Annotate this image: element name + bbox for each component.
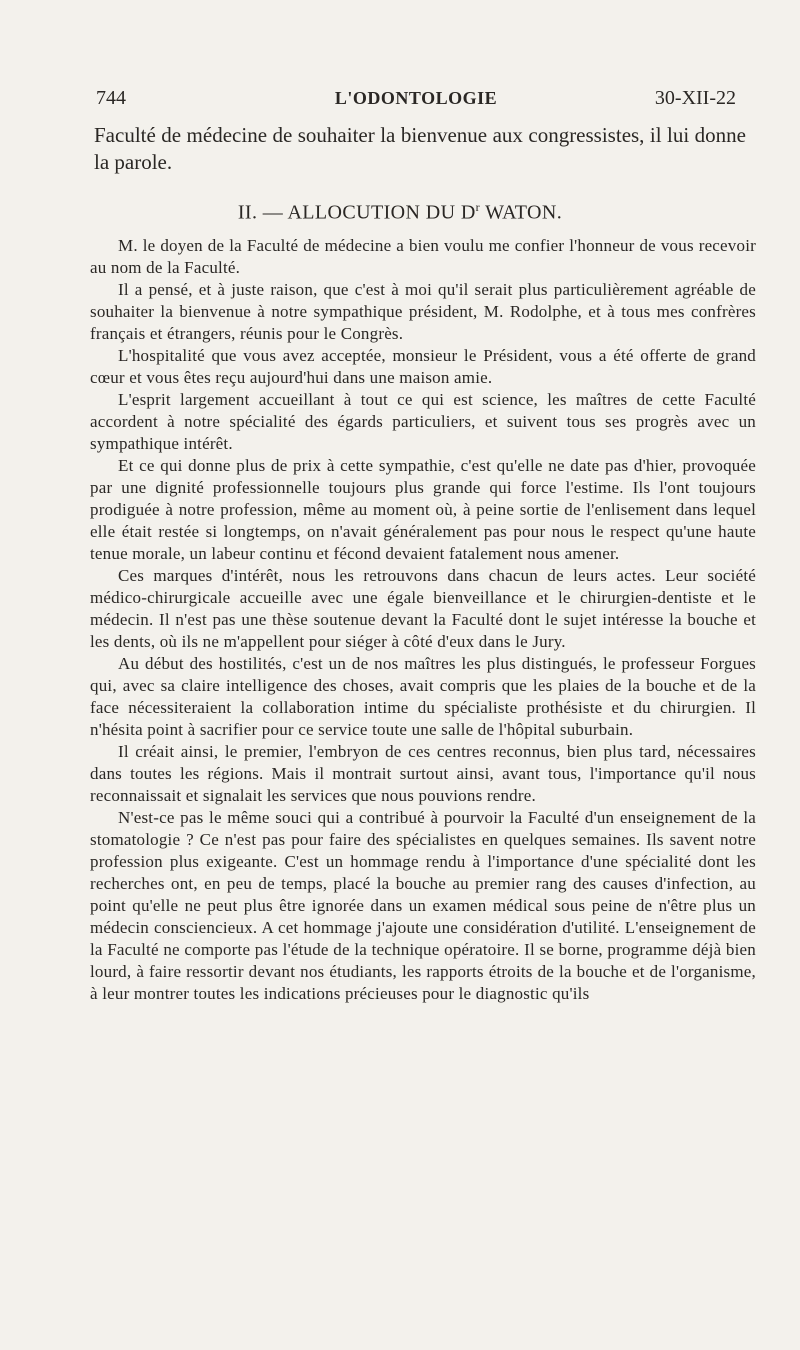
- body-paragraph-8: Il créait ainsi, le premier, l'embryon de ces centres reconnus, bien plus tard, nécessaires dans toutes les régions. Mais il montrait surtout ainsi, avant tous, l'importance qu'il nous reconnaissait et signalait les services que nous pouvions rendre.: [90, 742, 756, 805]
- section-title-sup: r: [475, 200, 481, 214]
- section-title-suffix: WATON.: [480, 201, 563, 224]
- speech-body: [90, 235, 756, 1005]
- body-paragraph-9: N'est-ce pas le même souci qui a contribué à pourvoir la Faculté d'un enseignement de la stomatologie ? Ce n'est pas pour faire des spécialistes en quelques semaines. Ils savent notre profession plus exigeante. C'est un hommage rendu à l'importance d'une spécialité dont les recherches ont, en peu de temps, placé la bouche au premier rang des causes d'infection, au point qu'elle ne peut plus être ignorée dans un examen médical sous peine de n'être plus un médecin consciencieux. A cet hommage j'ajoute une considération d'utilité. L'enseignement de la Faculté ne comporte pas l'étude de la technique opératoire. Il se borne, programme déjà bien lourd, à faire ressortir devant nos étudiants, les rapports étroits de la bouche et de l'organisme, à leur montrer toutes les indications précieuses pour le diagnostic qu'ils: [90, 808, 756, 1003]
- body-paragraph-1: M. le doyen de la Faculté de médecine a bien voulu me confier l'honneur de vous recevoir au nom de la Faculté.: [90, 236, 756, 277]
- body-paragraph-4: L'esprit largement accueillant à tout ce qui est science, les maîtres de cette Faculté accordent à notre spécialité des égards particuliers, et suivent tous ses progrès avec un sympathique intérêt.: [90, 390, 756, 453]
- intro-paragraph: [94, 122, 746, 176]
- section-title-prefix: II. — ALLOCUTION DU D: [237, 201, 476, 224]
- body-paragraph-5: Et ce qui donne plus de prix à cette sympathie, c'est qu'elle ne date pas d'hier, provoquée par une dignité professionnelle toujours plus grande qui force l'estime. Ils l'ont toujours prodiguée à notre profession, même au moment où, à peine sortie de l'enlisement dans lequel elle était restée si longtemps, on n'avait généralement pas pour nous le respect qu'une haute tenue morale, un labeur continu et fécond devaient fatalement nous amener.: [90, 456, 756, 563]
- intro-text: Faculté de médecine de souhaiter la bienvenue aux congressistes, il lui donne la parole.: [94, 123, 746, 174]
- page-number: 744: [96, 87, 126, 109]
- running-header: [96, 84, 736, 112]
- issue-date: 30-XII-22: [654, 87, 736, 109]
- section-title: [0, 194, 800, 226]
- body-paragraph-2: Il a pensé, et à juste raison, que c'est à moi qu'il serait plus particulièrement agréable de souhaiter la bienvenue à notre sympathique président, M. Rodolphe, et à tous mes confrères français et étrangers, réunis pour le Congrès.: [90, 280, 756, 343]
- body-paragraph-6: Ces marques d'intérêt, nous les retrouvons dans chacun de leurs actes. Leur société médico-chirurgicale accueille avec une égale bienveillance et le chirurgien-dentiste et le médecin. Il n'est pas une thèse soutenue devant la Faculté dont le sujet intéresse la bouche et les dents, où ils ne m'appellent pour siéger à côté d'eux dans le Jury.: [90, 566, 756, 651]
- body-paragraph-7: Au début des hostilités, c'est un de nos maîtres les plus distingués, le professeur Forgues qui, avec sa claire intelligence des choses, avait compris que les plaies de la bouche et de la face nécessiteraient la collaboration intime du spécialiste prothésiste et du chirurgien. Il n'hésita point à sacrifier pour ce service toute une salle de l'hôpital suburbain.: [90, 654, 756, 739]
- journal-title: L'ODONTOLOGIE: [334, 88, 498, 108]
- body-paragraph-3: L'hospitalité que vous avez acceptée, monsieur le Président, vous a été offerte de grand cœur et vous êtes reçu aujourd'hui dans une maison amie.: [90, 346, 756, 387]
